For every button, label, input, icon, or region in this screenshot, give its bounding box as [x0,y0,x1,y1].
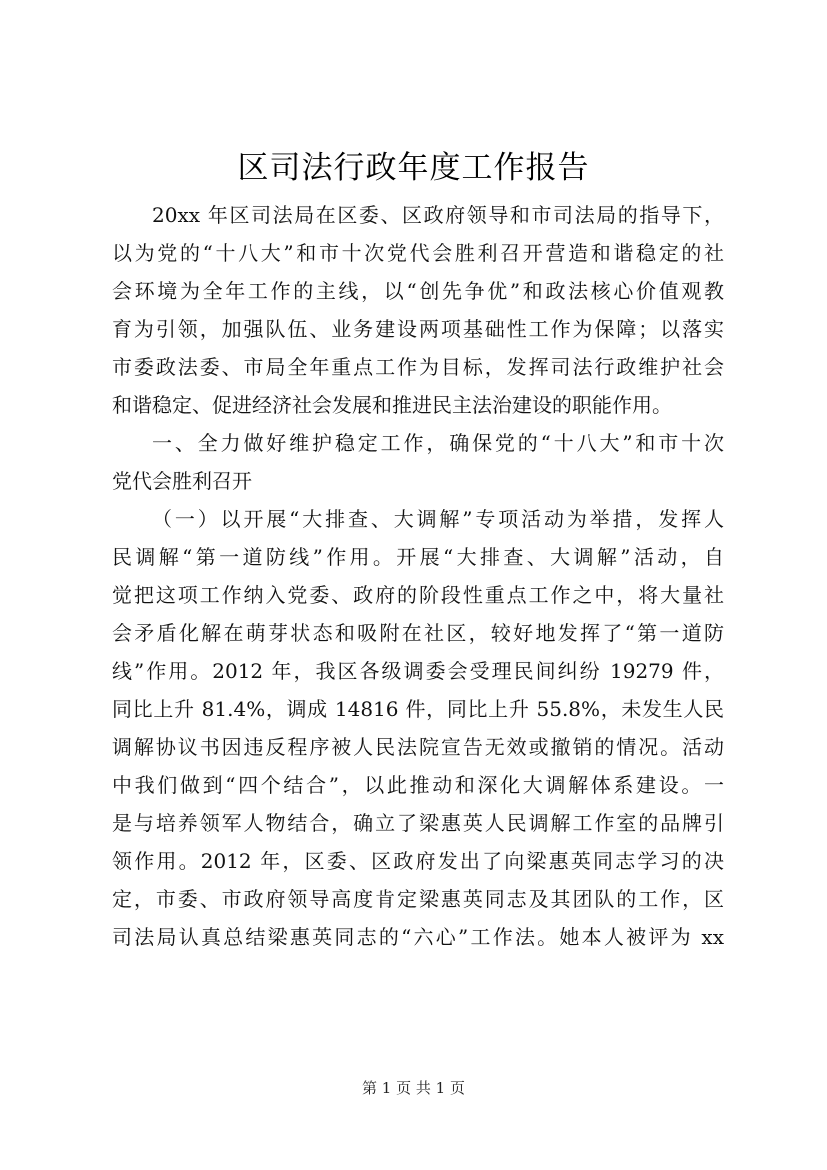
body-line: 线”作用。2012 年，我区各级调委会受理民间纠纷 19279 件， [112,659,724,683]
body-line: 和谐稳定、促进经济社会发展和推进民主法治建设的职能作用。 [112,393,672,417]
body-line: 以为党的“十八大”和市十次党代会胜利召开营造和谐稳定的社 [112,241,724,265]
body-line: 调解协议书因违反程序被人民法院宣告无效或撤销的情况。活动 [112,735,724,759]
body-line: 民调解“第一道防线”作用。开展“大排查、大调解”活动，自 [112,545,724,569]
body-line: 是与培养领军人物结合，确立了梁惠英人民调解工作室的品牌引 [112,811,724,835]
body-line: 定，市委、市政府领导高度肯定梁惠英同志及其团队的工作，区 [112,887,724,911]
body-line: （一）以开展“大排查、大调解”专项活动为举措，发挥人 [152,507,724,531]
body-line: 同比上升 81.4%，调成 14816 件，同比上升 55.8%，未发生人民 [112,697,724,721]
body-line: 觉把这项工作纳入党委、政府的阶段性重点工作之中，将大量社 [112,583,724,607]
body-line: 中我们做到“四个结合”，以此推动和深化大调解体系建设。一 [112,773,724,797]
body-line: 会矛盾化解在萌芽状态和吸附在社区，较好地发挥了“第一道防 [112,621,724,645]
document-body [112,196,724,956]
page-footer: 第 1 页 共 1 页 [362,1079,465,1097]
section-heading-line: 党代会胜利召开 [112,469,252,493]
body-line: 20xx 年区司法局在区委、区政府领导和市司法局的指导下， [152,203,724,227]
section-heading-line: 一、全力做好维护稳定工作，确保党的“十八大”和市十次 [152,431,724,455]
body-line: 市委政法委、市局全年重点工作为目标，发挥司法行政维护社会 [112,355,724,379]
body-line: 司法局认真总结梁惠英同志的“六心”工作法。她本人被评为 xx [112,925,724,949]
body-line: 领作用。2012 年，区委、区政府发出了向梁惠英同志学习的决 [112,849,724,873]
body-line: 育为引领，加强队伍、业务建设两项基础性工作为保障；以落实 [112,317,724,341]
body-line: 会环境为全年工作的主线，以“创先争优”和政法核心价值观教 [112,279,724,303]
document-title: 区司法行政年度工作报告 [237,150,590,186]
